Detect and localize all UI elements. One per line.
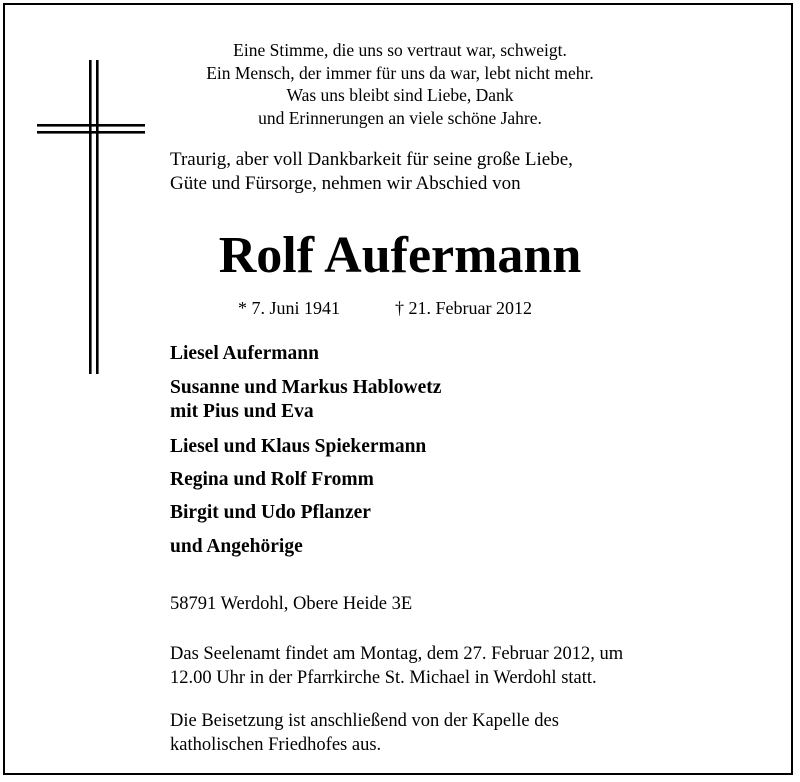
- motto-line: Ein Mensch, der immer für uns da war, lebt nicht mehr.: [206, 62, 594, 83]
- requiem-line: Das Seelenamt findet am Montag, dem 27. Februar 2012, um: [170, 644, 624, 664]
- deceased-name: Rolf Aufermann: [218, 227, 582, 284]
- intro-text: [170, 148, 650, 195]
- requiem-line: 12.00 Uhr in der Pfarrkirche St. Michael in Werdohl statt.: [170, 667, 597, 688]
- birth-date: * 7. Juni 1941: [238, 298, 341, 318]
- mourner-name: Susanne und Markus Hablowetz: [170, 377, 442, 398]
- mourner-name: Regina und Rolf Fromm: [170, 469, 374, 490]
- motto-line: und Erinnerungen an viele schöne Jahre.: [258, 107, 542, 128]
- intro-line: Traurig, aber voll Dankbarkeit für seine große Liebe,: [170, 149, 573, 170]
- requiem-notice: [170, 643, 710, 690]
- death-date: † 21. Februar 2012: [395, 298, 532, 318]
- mourner-name: Liesel Aufermann: [170, 343, 319, 364]
- burial-line: Die Beisetzung ist anschließend von der Kapelle des: [170, 711, 559, 731]
- motto-line: Eine Stimme, die uns so vertraut war, schweigt.: [233, 40, 567, 60]
- motto-verse: [170, 39, 630, 129]
- burial-notice: [170, 710, 710, 757]
- intro-line: Güte und Fürsorge, nehmen wir Abschied von: [170, 172, 521, 194]
- burial-line: katholischen Friedhofes aus.: [170, 734, 382, 755]
- address: 58791 Werdohl, Obere Heide 3E: [170, 594, 413, 614]
- cross-icon: [37, 60, 147, 374]
- mourner-name: Liesel und Klaus Spiekermann: [170, 436, 427, 457]
- mourner-name: und Angehörige: [170, 536, 303, 557]
- motto-line: Was uns bleibt sind Liebe, Dank: [286, 85, 514, 105]
- mourner-name: Birgit und Udo Pflanzer: [170, 502, 371, 523]
- mourner-name: mit Pius und Eva: [170, 401, 314, 422]
